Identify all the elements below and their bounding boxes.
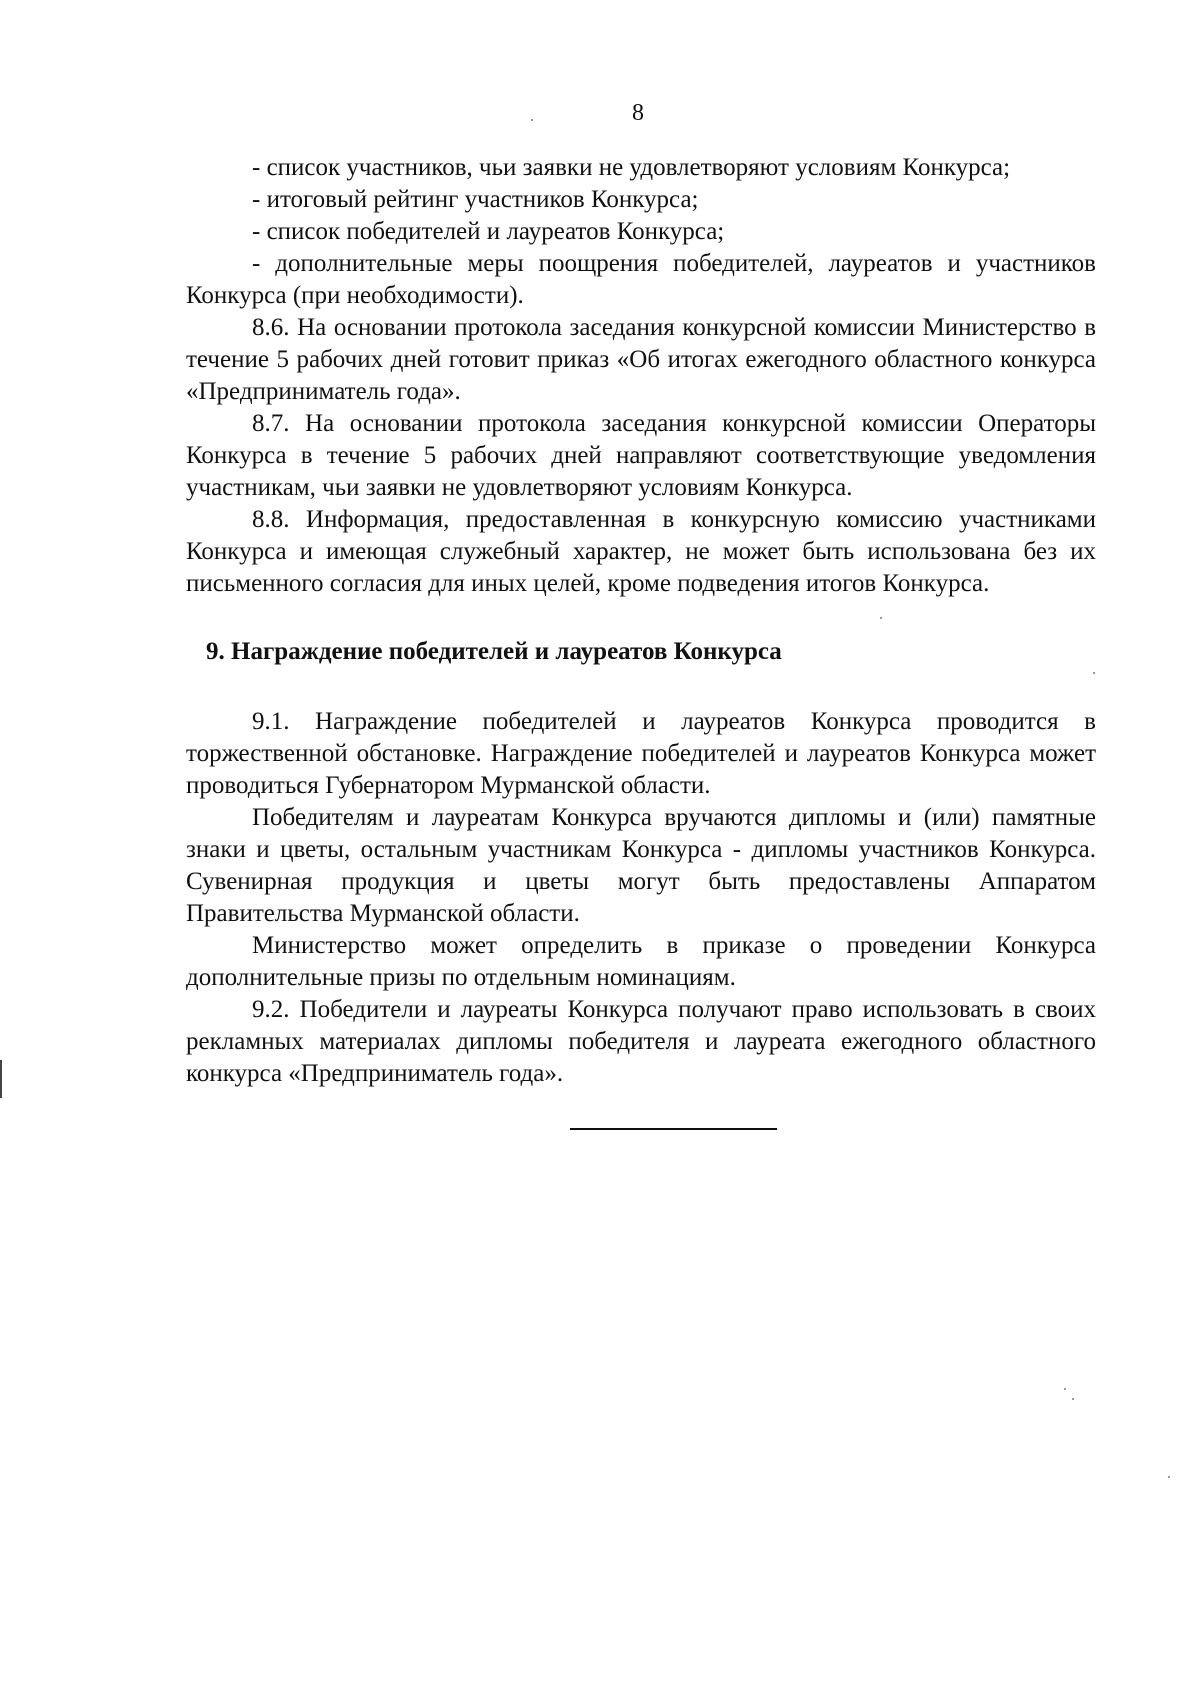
list-item: - итоговый рейтинг участников Конкурса; xyxy=(252,186,699,213)
paragraph-8-6: 8.6. На основании протокола заседания конкурсной комиссии Министерство в течение 5 рабочих дней готовит приказ «Об итогах ежегодного областного конкурса «Предприниматель года». xyxy=(186,314,1096,405)
list-item: - список участников, чьи заявки не удовлетворяют условиям Конкурса; xyxy=(252,154,1011,181)
paragraph-9-1-awards: Победителям и лауреатам Конкурса вручаются дипломы и (или) памятные знаки и цветы, остальным участникам Конкурса - дипломы участников Конкурса. Сувенирная продукция и цветы могут быть предоставлены Аппаратом Правительства Мурманской области. xyxy=(186,804,1096,927)
scan-speck xyxy=(1072,1398,1074,1400)
paragraph-8-8: 8.8. Информация, предоставленная в конкурсную комиссию участниками Конкурса и имеющая служебный характер, не может быть использована без их письменного согласия для иных целей, кроме подведения итогов Конкурса. xyxy=(186,506,1096,597)
scan-speck xyxy=(880,617,882,619)
paragraph-9-1: 9.1. Награждение победителей и лауреатов Конкурса проводится в торжественной обстановке. Награждение победителей и лауреатов Конкурса может проводиться Губернатором Мурманской области. xyxy=(186,708,1096,799)
scan-speck xyxy=(1168,1476,1170,1478)
list-item: - список победителей и лауреатов Конкурса; xyxy=(252,218,725,245)
page-number: 8 xyxy=(632,100,644,126)
scan-speck xyxy=(1093,672,1095,674)
paragraph-9-1-prizes: Министерство может определить в приказе о проведении Конкурса дополнительные призы по отдельным номинациям. xyxy=(186,932,1096,991)
paragraph-8-7: 8.7. На основании протокола заседания конкурсной комиссии Операторы Конкурса в течение 5 рабочих дней направляют соответствующие уведомления участникам, чьи заявки не удовлетворяют условиям Конкурса. xyxy=(186,410,1096,501)
scan-margin-mark xyxy=(0,1060,2,1098)
list-item: - дополнительные меры поощрения победителей, лауреатов и участников Конкурса (при необходимости). xyxy=(186,250,1096,309)
section-heading: 9. Награждение победителей и лауреатов Конкурса xyxy=(206,638,782,665)
paragraph-9-2: 9.2. Победители и лауреаты Конкурса получают право использовать в своих рекламных материалах дипломы победителя и лауреата ежегодного областного конкурса «Предприниматель года». xyxy=(186,996,1096,1087)
scan-speck xyxy=(531,119,533,121)
scan-speck xyxy=(1064,1388,1066,1390)
document-body xyxy=(186,152,1096,1090)
closing-rule xyxy=(570,1128,777,1130)
